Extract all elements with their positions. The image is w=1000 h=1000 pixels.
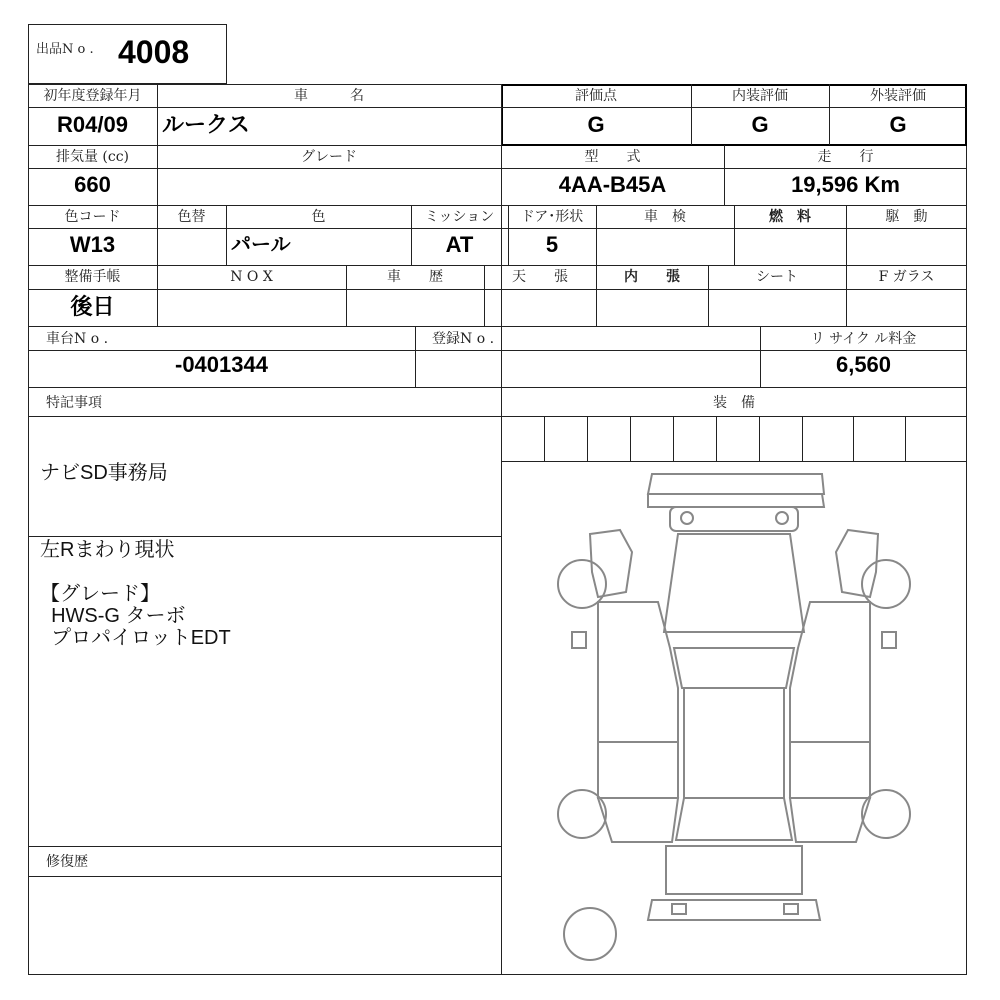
grid-line: [28, 387, 967, 388]
grid-line: [28, 289, 967, 290]
equipment-label: 装 備: [713, 395, 755, 411]
history-label: 車 歴: [387, 269, 443, 285]
grid-line: [28, 326, 967, 327]
grid-line: [905, 416, 906, 461]
grid-line: [28, 205, 967, 206]
grid-line: [802, 416, 803, 461]
grid-line: [759, 416, 760, 461]
interior-label: 内装評価: [732, 88, 788, 104]
condition-line: 左Rまわり現状: [40, 539, 175, 561]
special-notes-label: 特記事項: [46, 395, 102, 411]
glass-label: F ガラス: [878, 269, 935, 285]
color-code: W13: [69, 232, 116, 257]
doors-label: ドア･形状: [520, 209, 584, 225]
model: 4AA-B45A: [558, 172, 667, 197]
grid-line: [673, 416, 674, 461]
grid-line: [28, 265, 967, 266]
car-name-label: 車 名: [294, 88, 364, 104]
condition-line: プロパイロットEDT: [40, 627, 231, 649]
grid-line: [28, 536, 501, 537]
reg-year-label: 初年度登録年月: [43, 88, 142, 104]
grid-line: [415, 326, 416, 387]
interior-score: G: [751, 112, 769, 137]
maintenance: 後日: [70, 294, 115, 319]
grid-line: [716, 416, 717, 461]
grid-line: [853, 416, 854, 461]
condition-notes: [40, 539, 490, 649]
car-name: ルークス: [162, 112, 250, 137]
special-notes-text: ナビSD事務局: [40, 462, 168, 484]
interior-trim-label: 内 張: [624, 269, 680, 285]
mileage: 19,596 Km: [791, 172, 900, 197]
color-code-label: 色コード: [64, 209, 121, 225]
score: G: [587, 112, 605, 137]
mileage-label: 走 行: [817, 149, 874, 165]
roof-label: 天 張: [512, 269, 568, 285]
condition-line: [40, 561, 490, 583]
condition-line: 【グレード】: [40, 583, 160, 605]
color-label: 色: [311, 209, 326, 225]
lot-number: 4008: [118, 34, 190, 70]
drive-label: 駆 動: [885, 209, 928, 225]
displacement: 660: [74, 172, 111, 197]
color: パール: [231, 234, 291, 256]
reg-no-label: 登録N o .: [432, 331, 495, 347]
grid-line: [28, 846, 501, 847]
model-label: 型 式: [584, 149, 641, 165]
seat-label: シート: [756, 269, 798, 285]
exterior-score: G: [889, 112, 907, 137]
recycle-label: リ サイク ル料金: [810, 331, 917, 347]
grid-line: [587, 416, 588, 461]
chassis-number: -0401344: [175, 352, 268, 377]
inspection-label: 車 検: [644, 209, 686, 225]
color-change-label: 色替: [177, 209, 206, 225]
mission: AT: [445, 232, 474, 257]
grade-label: グレード: [301, 149, 357, 165]
mission-label: ミッション: [424, 209, 495, 225]
nox-label: N O X: [230, 269, 273, 285]
displacement-label: 排気量 (cc): [55, 149, 130, 165]
maintenance-label: 整備手帳: [64, 269, 121, 285]
chassis-label: 車台N o .: [46, 331, 109, 347]
grid-line: [28, 416, 967, 417]
grid-line: [28, 876, 501, 877]
doors: 5: [545, 232, 559, 257]
exterior-label: 外装評価: [870, 88, 926, 104]
grid-line: [544, 416, 545, 461]
recycle-fee: 6,560: [835, 352, 892, 377]
lot-number-label: 出品N o .: [36, 42, 94, 57]
reg-year: R04/09: [57, 112, 128, 137]
car-damage-diagram: [502, 462, 966, 974]
fuel-label: 燃 料: [769, 209, 811, 225]
score-label: 評価点: [575, 88, 617, 104]
repair-history-label: 修復歴: [46, 854, 88, 870]
grid-line: [630, 416, 631, 461]
condition-line: HWS-G ターボ: [40, 605, 186, 627]
